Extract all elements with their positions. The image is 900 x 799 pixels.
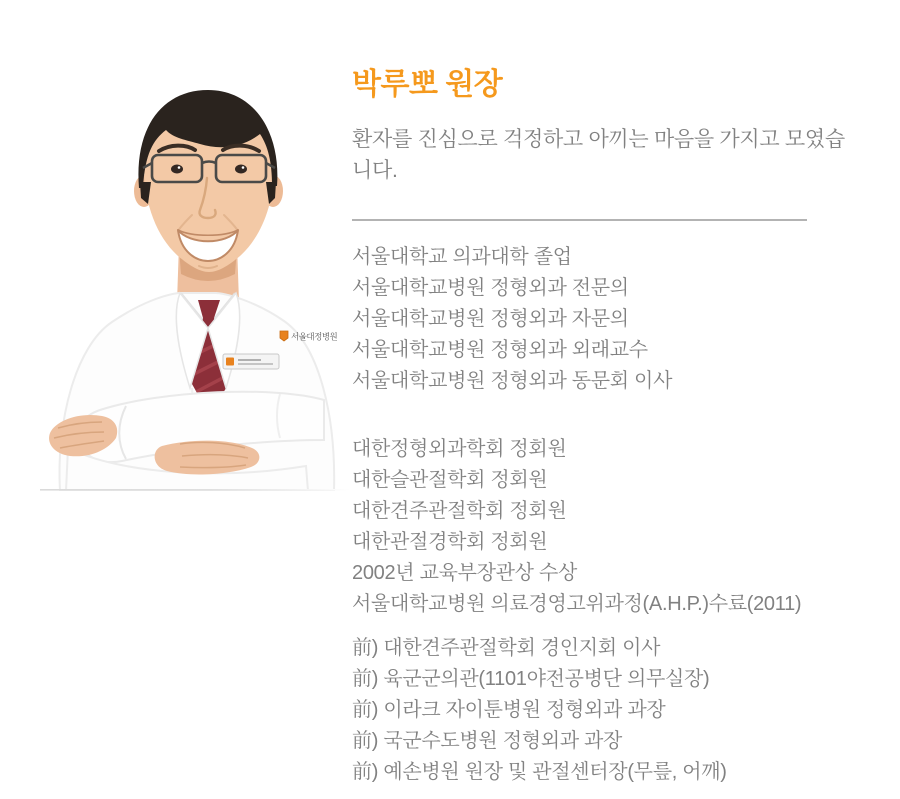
credential-item: 대한슬관절학회 정회원	[352, 469, 548, 491]
credential-item: 2002년 교육부장관상 수상	[352, 562, 577, 584]
doctor-photo	[40, 88, 350, 491]
credential-item: 서울대학교병원 정형외과 자문의	[352, 308, 629, 330]
credentials-education-list	[352, 242, 852, 397]
credential-item: 대한견주관절학회 정회원	[352, 500, 567, 522]
credential-item: 前) 예손병원 원장 및 관절센터장(무릎, 어깨)	[352, 761, 727, 783]
credential-item: 서울대학교병원 정형외과 동문회 이사	[352, 370, 673, 392]
credential-item: 前) 이라크 자이툰병원 정형외과 과장	[352, 699, 666, 721]
credential-item: 서울대학교병원 정형외과 외래교수	[352, 339, 648, 361]
divider	[352, 219, 807, 221]
name-badge	[223, 354, 279, 369]
credential-item: 대한관절경학회 정회원	[352, 531, 548, 553]
doctor-portrait-illustration	[40, 88, 350, 491]
credential-item: 前) 국군수도병원 정형외과 과장	[352, 730, 623, 752]
credential-item: 서울대학교병원 정형외과 전문의	[352, 277, 629, 299]
credential-item: 서울대학교병원 의료경영고위과정(A.H.P.)수료(2011)	[352, 593, 802, 615]
coat-logo-text: 서울대정병원	[291, 331, 338, 342]
credential-item: 대한정형외과학회 정회원	[352, 438, 567, 460]
credential-item: 서울대학교 의과대학 졸업	[352, 246, 572, 268]
credentials-former-positions-list	[352, 633, 852, 788]
credential-item: 前) 대한견주관절학회 경인지회 이사	[352, 637, 661, 659]
credential-item: 前) 육군군의관(1101야전공병단 의무실장)	[352, 668, 710, 690]
profile-info	[352, 70, 852, 788]
profile-intro-text: 환자를 진심으로 걱정하고 아끼는 마음을 가지고 모였습니다.	[352, 128, 845, 182]
doctor-name-title: 박루뽀 원장	[352, 68, 503, 101]
credentials-memberships-list	[352, 434, 852, 620]
